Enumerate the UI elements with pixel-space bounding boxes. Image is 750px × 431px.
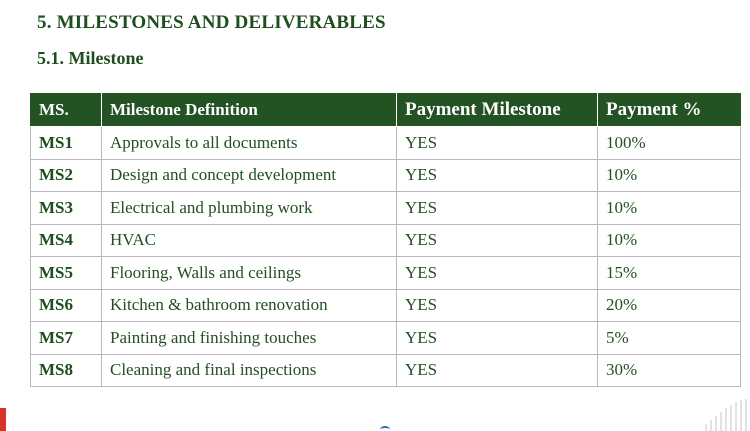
table-row <box>31 159 741 192</box>
payment-percent-cell: 30% <box>598 354 741 387</box>
definition-cell: Electrical and plumbing work <box>102 192 397 225</box>
ms-code-cell: MS2 <box>31 159 102 192</box>
header-ms: MS. <box>31 94 102 127</box>
payment-milestone-cell: YES <box>397 354 598 387</box>
payment-milestone-cell: YES <box>397 224 598 257</box>
red-page-marker <box>0 408 6 431</box>
payment-percent-cell: 20% <box>598 289 741 322</box>
table-row <box>31 192 741 225</box>
ms-code-cell: MS8 <box>31 354 102 387</box>
ms-code-cell: MS1 <box>31 127 102 160</box>
header-row <box>31 94 741 127</box>
table-row <box>31 224 741 257</box>
payment-milestone-cell: YES <box>397 322 598 355</box>
subsection-title: 5.1. Milestone <box>37 48 144 68</box>
table-row <box>31 127 741 160</box>
definition-cell: Cleaning and final inspections <box>102 354 397 387</box>
definition-cell: Flooring, Walls and ceilings <box>102 257 397 290</box>
definition-cell: Design and concept development <box>102 159 397 192</box>
section-title: 5. MILESTONES AND DELIVERABLES <box>37 12 386 33</box>
ms-code-cell: MS7 <box>31 322 102 355</box>
definition-cell: Painting and finishing touches <box>102 322 397 355</box>
table-row <box>31 322 741 355</box>
payment-percent-cell: 10% <box>598 224 741 257</box>
definition-cell: Kitchen & bathroom renovation <box>102 289 397 322</box>
payment-percent-cell: 15% <box>598 257 741 290</box>
payment-percent-cell: 100% <box>598 127 741 160</box>
ms-code-cell: MS6 <box>31 289 102 322</box>
ms-code-cell: MS5 <box>31 257 102 290</box>
table-body <box>31 127 741 387</box>
payment-milestone-cell: YES <box>397 257 598 290</box>
payment-milestone-cell: YES <box>397 127 598 160</box>
table-header <box>31 94 741 127</box>
payment-percent-cell: 5% <box>598 322 741 355</box>
payment-percent-cell: 10% <box>598 192 741 225</box>
header-payment-milestone: Payment Milestone <box>397 94 598 127</box>
payment-milestone-cell: YES <box>397 159 598 192</box>
table-row <box>31 257 741 290</box>
payment-percent-cell: 10% <box>598 159 741 192</box>
payment-milestone-cell: YES <box>397 192 598 225</box>
header-payment-percent: Payment % <box>598 94 741 127</box>
blue-arc-decoration <box>380 426 390 431</box>
payment-milestone-cell: YES <box>397 289 598 322</box>
ms-code-cell: MS4 <box>31 224 102 257</box>
table-row <box>31 289 741 322</box>
ms-code-cell: MS3 <box>31 192 102 225</box>
header-milestone-definition: Milestone Definition <box>102 94 397 127</box>
milestones-table <box>30 93 741 387</box>
table-row <box>31 354 741 387</box>
decorative-lines-graphic <box>702 398 750 431</box>
definition-cell: Approvals to all documents <box>102 127 397 160</box>
definition-cell: HVAC <box>102 224 397 257</box>
